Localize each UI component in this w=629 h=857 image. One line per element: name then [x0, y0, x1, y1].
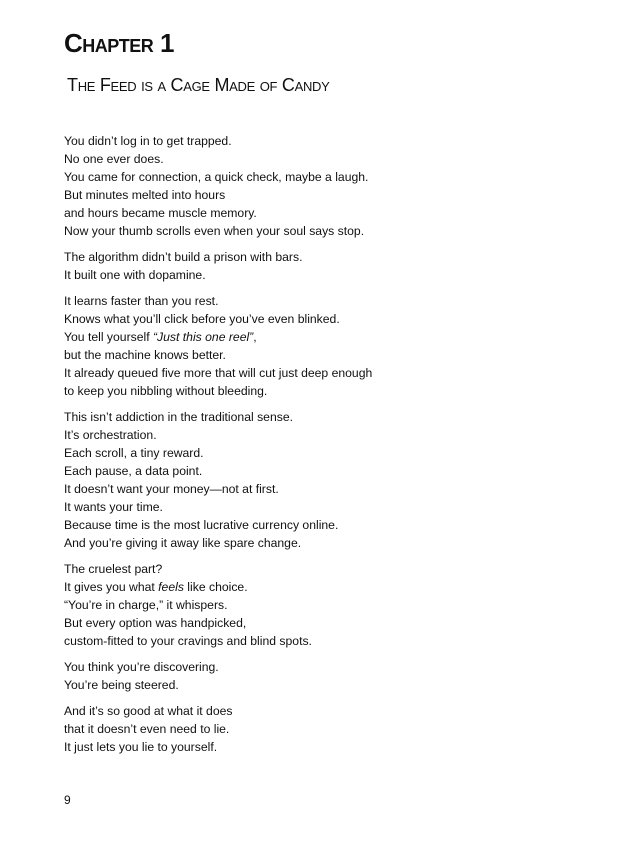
paragraph-5 [64, 560, 584, 650]
text-line: Because time is the most lucrative currency online. [64, 518, 339, 532]
text-run: , [253, 330, 257, 344]
text-line: And you’re giving it away like spare change. [64, 536, 302, 550]
emphasized-text: feels [158, 580, 184, 594]
text-line: It learns faster than you rest. [64, 294, 219, 308]
text-line: It doesn’t want your money—not at first. [64, 482, 279, 496]
text-line: It’s orchestration. [64, 428, 157, 442]
text-line: The algorithm didn’t build a prison with bars. [64, 250, 303, 264]
text-line: You didn’t log in to get trapped. [64, 134, 232, 148]
text-line: “You’re in charge,” it whispers. [64, 598, 228, 612]
text-line: You think you’re discovering. [64, 660, 219, 674]
text-line: that it doesn’t even need to lie. [64, 722, 230, 736]
paragraph-4 [64, 408, 584, 552]
text-line: It just lets you lie to yourself. [64, 740, 218, 754]
chapter-heading: Chapter 1 [64, 28, 174, 58]
page-number: 9 [64, 793, 71, 807]
paragraph-3 [64, 292, 584, 400]
text-line: Each scroll, a tiny reward. [64, 446, 204, 460]
text-line: You’re being steered. [64, 678, 179, 692]
text-run: like choice. [183, 580, 248, 594]
text-line: This isn’t addiction in the traditional sense. [64, 410, 293, 424]
paragraph-2 [64, 248, 584, 284]
text-line: No one ever does. [64, 152, 164, 166]
paragraph-6 [64, 658, 584, 694]
text-run: It gives you what [64, 580, 159, 594]
text-line-with-emphasis [64, 578, 584, 596]
text-line: but the machine knows better. [64, 348, 226, 362]
text-line: Knows what you’ll click before you’ve even blinked. [64, 312, 340, 326]
text-line: The cruelest part? [64, 562, 163, 576]
text-line: to keep you nibbling without bleeding. [64, 384, 268, 398]
chapter-body [64, 132, 584, 764]
text-line: It built one with dopamine. [64, 268, 206, 282]
text-line-with-emphasis [64, 328, 584, 346]
emphasized-text: “Just this one reel” [152, 330, 254, 344]
paragraph-1 [64, 132, 584, 240]
text-line: and hours became muscle memory. [64, 206, 257, 220]
text-line: But minutes melted into hours [64, 188, 226, 202]
text-line: Now your thumb scrolls even when your soul says stop. [64, 224, 365, 238]
text-line: It already queued five more that will cut just deep enough [64, 366, 373, 380]
text-run: You tell yourself [64, 330, 153, 344]
paragraph-7 [64, 702, 584, 756]
text-line: And it’s so good at what it does [64, 704, 233, 718]
text-line: But every option was handpicked, [64, 616, 247, 630]
chapter-title: The Feed is a Cage Made of Candy [67, 75, 330, 95]
text-line: custom-fitted to your cravings and blind spots. [64, 634, 312, 648]
text-line: Each pause, a data point. [64, 464, 203, 478]
text-line: You came for connection, a quick check, maybe a laugh. [64, 170, 369, 184]
text-line: It wants your time. [64, 500, 163, 514]
